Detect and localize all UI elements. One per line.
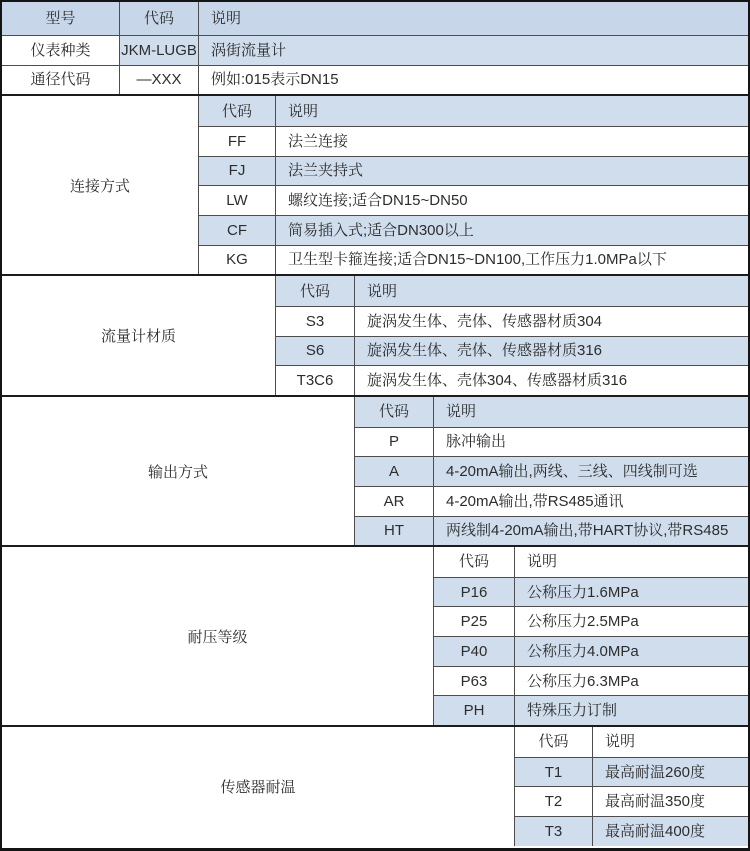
desc-cell: 说明 bbox=[355, 276, 748, 306]
section-1 bbox=[2, 94, 748, 274]
code-cell: —XXX bbox=[120, 66, 199, 95]
section-label: 流量计材质 bbox=[2, 276, 276, 395]
desc-cell: 旋涡发生体、壳体304、传感器材质316 bbox=[367, 372, 628, 390]
desc-cell: 公称压力1.6MPa bbox=[515, 578, 748, 607]
section-4 bbox=[2, 545, 748, 725]
table-row bbox=[355, 456, 748, 486]
code-cell: P63 bbox=[434, 667, 515, 696]
code-cell: CF bbox=[199, 216, 276, 245]
section-label: 耐压等级 bbox=[2, 547, 434, 725]
table-row bbox=[2, 65, 748, 95]
table-row bbox=[199, 245, 748, 275]
desc-cell: 法兰连接 bbox=[288, 132, 349, 150]
section-header-row bbox=[515, 727, 748, 757]
section-rows bbox=[199, 96, 748, 274]
code-cell: P16 bbox=[434, 578, 515, 607]
code-cell: 代码 bbox=[515, 727, 593, 757]
table-row bbox=[199, 215, 748, 245]
code-cell: P bbox=[355, 428, 434, 457]
code-cell: S3 bbox=[276, 307, 355, 336]
code-cell: FF bbox=[199, 127, 276, 156]
header-model-cell: 型号 bbox=[2, 2, 120, 35]
desc-cell: 两线制4-20mA输出,带HART协议,带RS485 bbox=[434, 517, 748, 546]
row-label-cell: 仪表种类 bbox=[2, 36, 120, 65]
code-cell: 代码 bbox=[276, 276, 355, 306]
code-cell: T1 bbox=[515, 758, 593, 787]
desc-cell: 涡街流量计 bbox=[199, 36, 748, 65]
desc-cell: 4-20mA输出,两线、三线、四线制可选 bbox=[434, 457, 748, 486]
section-5 bbox=[2, 725, 748, 846]
desc-cell: 最高耐温260度 bbox=[593, 758, 748, 787]
code-cell: T3C6 bbox=[276, 366, 355, 395]
table-row bbox=[434, 577, 748, 607]
section-label: 输出方式 bbox=[2, 397, 355, 545]
table-row bbox=[355, 516, 748, 546]
desc-cell: 4-20mA输出,带RS485通讯 bbox=[446, 492, 624, 510]
desc-cell: 脉冲输出 bbox=[446, 433, 507, 451]
desc-cell: 说明 bbox=[605, 733, 636, 751]
code-cell: AR bbox=[355, 487, 434, 516]
desc-cell: 螺纹连接;适合DN15~DN50 bbox=[288, 192, 468, 210]
desc-cell: 说明 bbox=[527, 553, 558, 571]
code-cell: A bbox=[355, 457, 434, 486]
table-row bbox=[276, 306, 748, 336]
table-row bbox=[515, 757, 748, 787]
table-row bbox=[515, 816, 748, 846]
section-header-row bbox=[434, 547, 748, 577]
table-row bbox=[355, 486, 748, 516]
desc-cell: 说明 bbox=[434, 397, 748, 427]
desc-cell: 公称压力4.0MPa bbox=[515, 637, 748, 666]
section-header-row bbox=[276, 276, 748, 306]
table-row bbox=[434, 695, 748, 725]
section-3 bbox=[2, 395, 748, 545]
code-cell: HT bbox=[355, 517, 434, 546]
top-rows bbox=[2, 35, 748, 94]
section-rows bbox=[515, 727, 748, 846]
code-cell: JKM-LUGB bbox=[120, 36, 199, 65]
code-cell: KG bbox=[199, 246, 276, 275]
desc-cell: 公称压力6.3MPa bbox=[527, 672, 639, 690]
sections bbox=[2, 94, 748, 845]
desc-cell: 旋涡发生体、壳体、传感器材质316 bbox=[355, 337, 748, 366]
code-cell: S6 bbox=[276, 337, 355, 366]
table-row bbox=[515, 786, 748, 816]
code-cell: LW bbox=[199, 186, 276, 215]
table-row bbox=[434, 606, 748, 636]
table-row bbox=[434, 666, 748, 696]
section-label: 连接方式 bbox=[2, 96, 199, 274]
code-cell: 代码 bbox=[355, 397, 434, 427]
table-row bbox=[199, 156, 748, 186]
row-label-cell: 通径代码 bbox=[2, 66, 120, 95]
code-cell: P40 bbox=[434, 637, 515, 666]
desc-cell: 特殊压力订制 bbox=[515, 696, 748, 725]
code-cell: 代码 bbox=[199, 96, 276, 126]
code-cell: T3 bbox=[515, 817, 593, 846]
desc-cell: 公称压力2.5MPa bbox=[527, 613, 639, 631]
code-cell: FJ bbox=[199, 157, 276, 186]
section-rows bbox=[355, 397, 748, 545]
section-rows bbox=[276, 276, 748, 395]
code-cell: 代码 bbox=[434, 547, 515, 577]
table-row bbox=[199, 185, 748, 215]
section-2 bbox=[2, 274, 748, 395]
code-cell: PH bbox=[434, 696, 515, 725]
desc-cell: 卫生型卡箍连接;适合DN15~DN100,工作压力1.0MPa以下 bbox=[288, 251, 667, 269]
table-row bbox=[276, 336, 748, 366]
desc-cell: 旋涡发生体、壳体、传感器材质304 bbox=[367, 312, 603, 330]
header-desc-cell: 说明 bbox=[199, 2, 748, 35]
table-row bbox=[434, 636, 748, 666]
code-cell: P25 bbox=[434, 607, 515, 636]
table-row bbox=[355, 427, 748, 457]
section-rows bbox=[434, 547, 748, 725]
section-label: 传感器耐温 bbox=[2, 727, 515, 846]
desc-cell: 简易插入式;适合DN300以上 bbox=[276, 216, 748, 245]
table-row bbox=[2, 35, 748, 65]
desc-cell: 法兰夹持式 bbox=[276, 157, 748, 186]
code-cell: T2 bbox=[515, 787, 593, 816]
header-code-cell: 代码 bbox=[120, 2, 199, 35]
section-header-row bbox=[199, 96, 748, 126]
desc-cell: 最高耐温400度 bbox=[593, 817, 748, 846]
desc-cell: 例如:015表示DN15 bbox=[211, 71, 339, 89]
table-header-row bbox=[2, 2, 748, 35]
section-header-row bbox=[355, 397, 748, 427]
table-row bbox=[199, 126, 748, 156]
desc-cell: 最高耐温350度 bbox=[605, 793, 706, 811]
desc-cell: 说明 bbox=[276, 96, 748, 126]
table-row bbox=[276, 365, 748, 395]
